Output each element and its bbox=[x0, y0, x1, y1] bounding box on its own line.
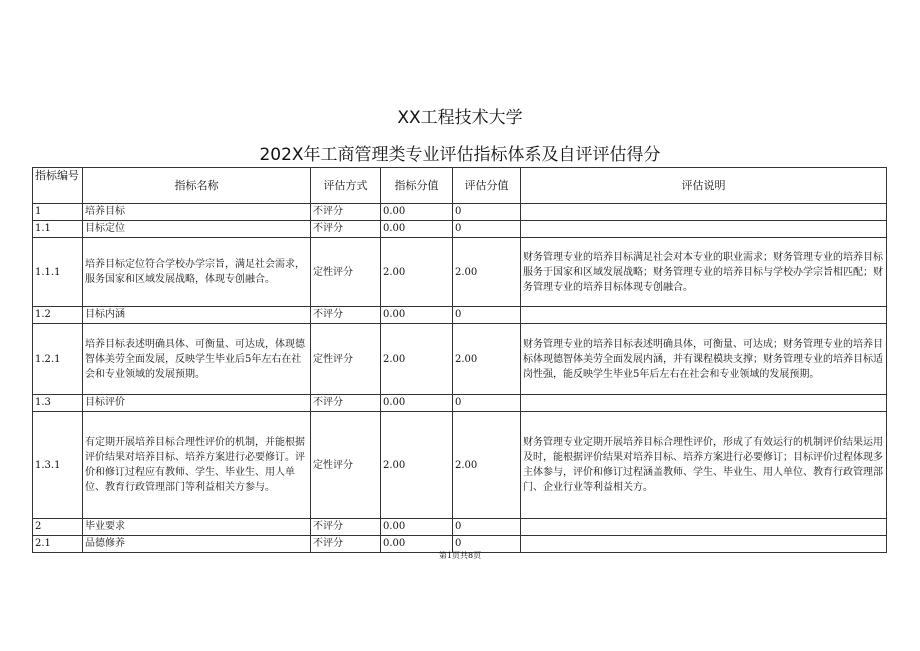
cell-weight: 0.00 bbox=[381, 204, 453, 221]
cell-weight: 0.00 bbox=[381, 221, 453, 238]
cell-name: 培养目标表述明确具体、可衡量、可达成，体现德智体美劳全面发展，反映学生毕业后5年左右在社会和专业领域的发展预期。 bbox=[83, 324, 311, 395]
cell-score: 0 bbox=[453, 307, 521, 324]
cell-id: 1.2 bbox=[33, 307, 83, 324]
cell-score: 0 bbox=[453, 519, 521, 536]
cell-weight: 2.00 bbox=[381, 324, 453, 395]
col-header-name: 指标名称 bbox=[83, 168, 311, 204]
table-row bbox=[33, 221, 887, 238]
table-row bbox=[33, 238, 887, 307]
page-number: 第1页共8页 bbox=[438, 551, 482, 560]
cell-method: 不评分 bbox=[311, 536, 381, 553]
university-title: XX工程技术大学 bbox=[397, 108, 523, 128]
cell-name: 培养目标定位符合学校办学宗旨，满足社会需求，服务国家和区域发展战略，体现专创融合。 bbox=[83, 238, 311, 307]
cell-method: 不评分 bbox=[311, 204, 381, 221]
col-header-note: 评估说明 bbox=[521, 168, 887, 204]
table-row bbox=[33, 395, 887, 412]
table-row bbox=[33, 324, 887, 395]
cell-note: 财务管理专业定期开展培养目标合理性评价，形成了有效运行的机制评价结果运用及时，能根据评价结果对培养目标、培养方案进行必要修订；目标评价过程体现多主体参与，评价和修订过程涵盖教师、学生、毕业生、用人单位、教育行政管理部门、企业行业等利益相关方。 bbox=[521, 412, 887, 519]
cell-name: 有定期开展培养目标合理性评价的机制，并能根据评价结果对培养目标、培养方案进行必要修订。评价和修订过程应有教师、学生、毕业生、用人单位、教育行政管理部门等利益相关方参与。 bbox=[83, 412, 311, 519]
table-row bbox=[33, 519, 887, 536]
col-header-method: 评估方式 bbox=[311, 168, 381, 204]
cell-weight: 0.00 bbox=[381, 519, 453, 536]
cell-note: 财务管理专业的培养目标满足社会对本专业的职业需求；财务管理专业的培养目标服务于国家和区域发展战略；财务管理专业的培养目标与学校办学宗旨相匹配；财务管理专业的培养目标体现专创融合。 bbox=[521, 238, 887, 307]
cell-score: 0 bbox=[453, 221, 521, 238]
table-header-row bbox=[33, 168, 887, 204]
cell-note: 财务管理专业的培养目标表述明确具体，可衡量、可达成；财务管理专业的培养目标体现德智体美劳全面发展内涵，并有课程模块支撑；财务管理专业的培养目标适岗性强，能反映学生毕业5年后左右在社会和专业领域的发展预期。 bbox=[521, 324, 887, 395]
cell-method: 定性评分 bbox=[311, 412, 381, 519]
cell-weight: 2.00 bbox=[381, 412, 453, 519]
cell-method: 不评分 bbox=[311, 395, 381, 412]
cell-id: 1 bbox=[33, 204, 83, 221]
cell-name: 培养目标 bbox=[83, 204, 311, 221]
cell-id: 1.1.1 bbox=[33, 238, 83, 307]
col-header-score: 评估分值 bbox=[453, 168, 521, 204]
cell-note bbox=[521, 395, 887, 412]
evaluation-table bbox=[32, 167, 887, 553]
cell-note bbox=[521, 307, 887, 324]
cell-weight: 0.00 bbox=[381, 307, 453, 324]
table-row bbox=[33, 307, 887, 324]
cell-note bbox=[521, 519, 887, 536]
cell-method: 定性评分 bbox=[311, 324, 381, 395]
cell-name: 目标内涵 bbox=[83, 307, 311, 324]
cell-method: 定性评分 bbox=[311, 238, 381, 307]
cell-score: 0 bbox=[453, 395, 521, 412]
cell-name: 目标评价 bbox=[83, 395, 311, 412]
cell-score: 2.00 bbox=[453, 238, 521, 307]
cell-id: 1.2.1 bbox=[33, 324, 83, 395]
document-title: 202X年工商管理类专业评估指标体系及自评评估得分 bbox=[259, 145, 661, 165]
cell-name: 品德修养 bbox=[83, 536, 311, 553]
table-row bbox=[33, 412, 887, 519]
col-header-weight: 指标分值 bbox=[381, 168, 453, 204]
cell-id: 2 bbox=[33, 519, 83, 536]
cell-weight: 0.00 bbox=[381, 395, 453, 412]
cell-id: 1.3 bbox=[33, 395, 83, 412]
cell-score: 0 bbox=[453, 204, 521, 221]
cell-method: 不评分 bbox=[311, 221, 381, 238]
cell-name: 目标定位 bbox=[83, 221, 311, 238]
cell-note bbox=[521, 204, 887, 221]
col-header-id: 指标编号 bbox=[33, 168, 83, 204]
cell-id: 2.1 bbox=[33, 536, 83, 553]
table-row bbox=[33, 204, 887, 221]
cell-method: 不评分 bbox=[311, 307, 381, 324]
cell-note bbox=[521, 221, 887, 238]
cell-score: 2.00 bbox=[453, 324, 521, 395]
cell-weight: 2.00 bbox=[381, 238, 453, 307]
cell-id: 1.3.1 bbox=[33, 412, 83, 519]
cell-id: 1.1 bbox=[33, 221, 83, 238]
cell-score: 0 bbox=[453, 536, 521, 553]
cell-score: 2.00 bbox=[453, 412, 521, 519]
cell-method: 不评分 bbox=[311, 519, 381, 536]
cell-name: 毕业要求 bbox=[83, 519, 311, 536]
cell-weight: 0.00 bbox=[381, 536, 453, 553]
